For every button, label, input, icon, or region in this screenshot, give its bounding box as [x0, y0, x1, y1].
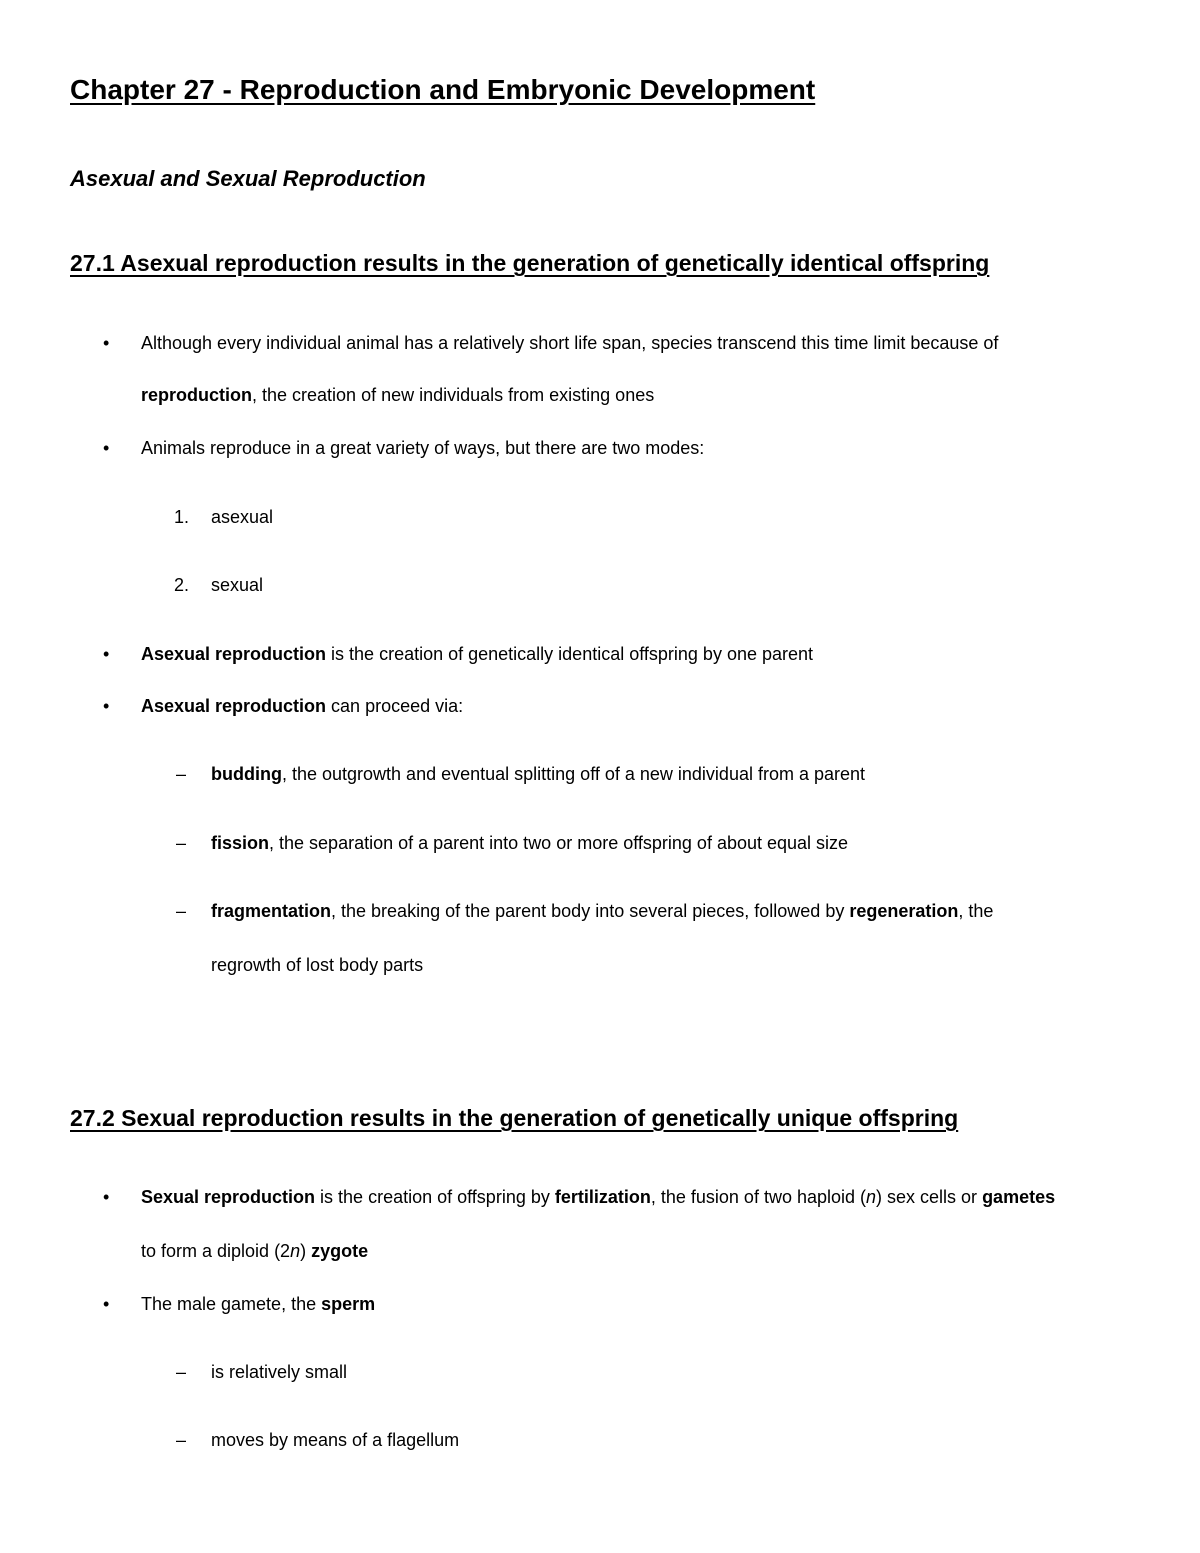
bullet-marker: •: [103, 1187, 110, 1207]
term-budding: budding: [211, 764, 282, 784]
mode-sexual: sexual: [211, 575, 264, 595]
term-sexual-reproduction: Sexual reproduction: [141, 1187, 316, 1207]
dash-marker: –: [176, 833, 187, 853]
term-fertilization: fertilization: [554, 1187, 651, 1207]
bullet-marker: •: [103, 644, 110, 664]
s1-bullet-3: Asexual reproduction is the creation of genetically identical offspring by one parent: [141, 644, 814, 664]
s2-dash-small: is relatively small: [211, 1362, 348, 1382]
term-reproduction: reproduction: [141, 385, 252, 405]
part-subtitle: Asexual and Sexual Reproduction: [70, 166, 426, 191]
mode-asexual: asexual: [211, 507, 274, 527]
term-asexual-reproduction: Asexual reproduction: [141, 696, 327, 716]
s2-dash-flagellum: moves by means of a flagellum: [211, 1430, 460, 1450]
dash-marker: –: [176, 901, 187, 921]
s2-bullet-1-line-1: Sexual reproduction is the creation of offspring by fertilization, the fusion of two haploid (n) sex cells or gametes: [141, 1187, 1056, 1207]
s1-dash-budding: budding, the outgrowth and eventual splitting off of a new individual from a parent: [211, 764, 866, 784]
dash-marker: –: [176, 764, 187, 784]
section-heading-27-2: 27.2 Sexual reproduction results in the generation of genetically unique offspring: [70, 1105, 959, 1131]
chapter-title: Chapter 27 - Reproduction and Embryonic Development: [70, 74, 816, 105]
term-asexual-reproduction: Asexual reproduction: [141, 644, 327, 664]
term-fission: fission: [211, 833, 270, 853]
s2-bullet-2: The male gamete, the sperm: [141, 1294, 376, 1314]
s2-bullet-1-line-2: to form a diploid (2n) zygote: [141, 1241, 369, 1261]
term-zygote: zygote: [311, 1241, 369, 1261]
bullet-marker: •: [103, 333, 110, 353]
s1-dash-fragmentation: fragmentation, the breaking of the parent body into several pieces, followed by regeneration, the: [211, 901, 994, 921]
dash-marker: –: [176, 1362, 187, 1382]
term-regeneration: regeneration: [849, 901, 959, 921]
dash-marker: –: [176, 1430, 187, 1450]
s1-dash-fragmentation-line-2: regrowth of lost body parts: [211, 955, 424, 975]
list-number-2: 2.: [174, 575, 190, 595]
term-fragmentation: fragmentation: [211, 901, 332, 921]
term-gametes: gametes: [982, 1187, 1056, 1207]
term-sperm: sperm: [321, 1294, 376, 1314]
bullet-marker: •: [103, 1294, 110, 1314]
section-heading-27-1: 27.1 Asexual reproduction results in the generation of genetically identical offspring: [70, 250, 990, 276]
s1-bullet-4: Asexual reproduction can proceed via:: [141, 696, 464, 716]
s1-bullet-1-line-2: reproduction, the creation of new individuals from existing ones: [141, 385, 655, 405]
bullet-marker: •: [103, 438, 110, 458]
bullet-marker: •: [103, 696, 110, 716]
s1-dash-fission: fission, the separation of a parent into two or more offspring of about equal size: [211, 833, 849, 853]
s1-bullet-1-line-1: Although every individual animal has a relatively short life span, species transcend this time limit because of: [141, 333, 999, 353]
s1-bullet-2: Animals reproduce in a great variety of ways, but there are two modes:: [141, 438, 705, 458]
list-number-1: 1.: [174, 507, 190, 527]
